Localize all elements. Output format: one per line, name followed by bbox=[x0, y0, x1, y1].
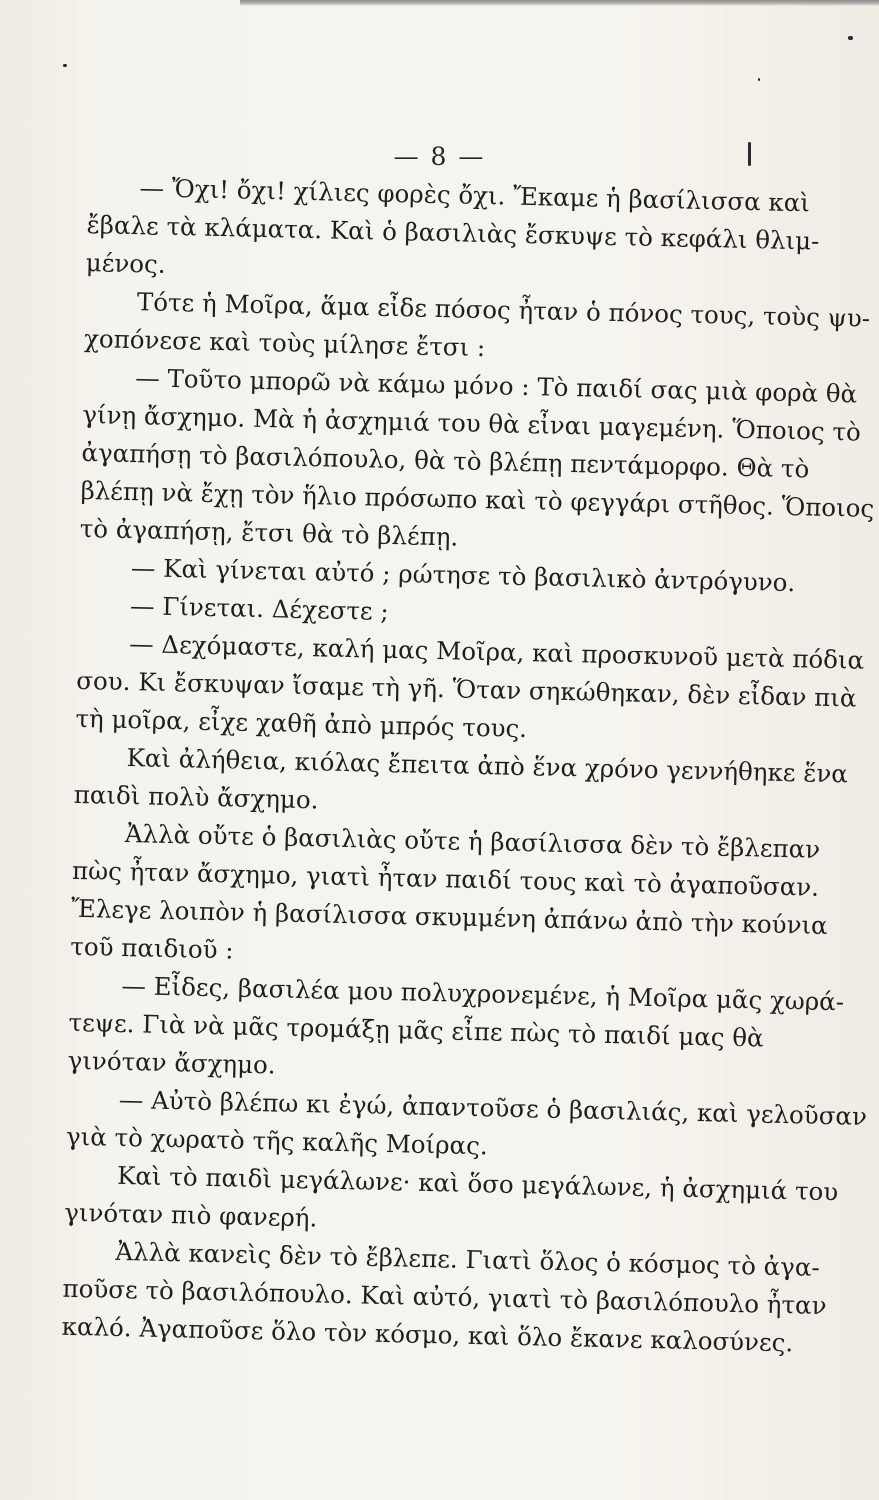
text-line: παιδὶ πολὺ ἄσχημο. bbox=[73, 779, 319, 815]
text-line: γιὰ τὸ χωρατὸ τῆς καλῆς Μοίρας. bbox=[65, 1121, 489, 1161]
paragraph bbox=[70, 814, 833, 983]
text-line: — Γίνεται. Δέχεστε ; bbox=[129, 591, 390, 626]
page-top-edge bbox=[240, 0, 879, 6]
text-line: τὴ μοῖρα, εἶχε χαθῆ ἀπὸ μπρός τους. bbox=[75, 703, 528, 744]
text-line: καλό. Ἀγαποῦσε ὅλο τὸν κόσμο, καὶ ὅλο ἔκανε καλοσύνες. bbox=[61, 1311, 794, 1358]
text-line: βλέπῃ νὰ ἔχῃ τὸν ἥλιο πρόσωπο καὶ τὸ φεγγάρι στῆθος. Ὅποιος bbox=[80, 475, 875, 523]
text-line: γινόταν ἄσχημο. bbox=[67, 1045, 276, 1080]
text-line: τοῦ παιδιοῦ : bbox=[70, 931, 234, 965]
text-line: Τότε ἡ Μοῖρα, ἅμα εἶδε πόσος ἦταν ὁ πόνος τους, τοὺς ψυ- bbox=[136, 287, 871, 333]
text-line: πὼς ἦταν ἄσχημο, γιατὶ ἦταν παιδί τους καὶ τὸ ἀγαποῦσαν. bbox=[71, 855, 820, 902]
text-line: Ἔλεγε λοιπὸν ἡ βασίλισσα σκυμμένη ἀπάνω ἀπὸ τὴν κούνια bbox=[70, 893, 829, 940]
text-line: ποῦσε τὸ βασιλόπουλο. Καὶ αὐτό, γιατὶ τὸ βασιλόπουλο ἦταν bbox=[62, 1273, 827, 1321]
ink-speck bbox=[848, 36, 853, 40]
text-line: μένος. bbox=[85, 247, 166, 279]
text-line: — Αὐτὸ βλέπω κι ἐγώ, ἀπαντοῦσε ὁ βασιλιάς, καὶ γελοῦσαν bbox=[118, 1084, 868, 1131]
text-line: σου. Κι ἔσκυψαν ἴσαμε τὴ γῆ. Ὅταν σηκώθηκαν, δὲν εἶδαν πιὰ bbox=[76, 665, 857, 713]
text-line: ἀγαπήσῃ τὸ βασιλόπουλο, θὰ τὸ βλέπῃ πεντάμορφο. Θὰ τὸ bbox=[81, 437, 810, 484]
paragraph bbox=[67, 966, 845, 1097]
text-line: τεψε. Γιὰ νὰ μᾶς τρομάξῃ μᾶς εἶπε πὼς τὸ παιδί μας θὰ bbox=[68, 1007, 764, 1053]
text-line: Ἀλλὰ κανεὶς δὲν τὸ ἔβλεπε. Γιατὶ ὅλος ὁ κόσμος τὸ ἀγα- bbox=[115, 1236, 821, 1282]
text-line: — Καὶ γίνεται αὐτό ; ρώτησε τὸ βασιλικὸ ἀντρόγυνο. bbox=[130, 553, 796, 598]
text-line: χοπόνεσε καὶ τοὺς μίλησε ἔτσι : bbox=[83, 323, 486, 363]
ink-speck bbox=[758, 78, 760, 81]
paragraph bbox=[75, 624, 865, 755]
text-line: — Δεχόμαστε, καλή μας Μοῖρα, καὶ προσκυνοῦ μετὰ πόδια bbox=[128, 629, 865, 675]
text-line: γίνῃ ἄσχημο. Μὰ ἡ ἀσχημιά του θὰ εἶναι μαγεμένη. Ὅποιος τὸ bbox=[82, 399, 862, 447]
page-number: — 8 — bbox=[393, 142, 486, 171]
text-line: Καὶ τὸ παιδὶ μεγάλωνε· καὶ ὅσο μεγάλωνε, ἡ ἀσχημιά του bbox=[116, 1160, 839, 1207]
paragraph bbox=[79, 358, 875, 565]
text-line: Ἀλλὰ οὔτε ὁ βασιλιὰς οὔτε ἡ βασίλισσα δὲν τὸ ἔβλεπαν bbox=[124, 819, 821, 864]
text-line: — Εἶδες, βασιλέα μου πολυχρονεμένε, ἡ Μοῖρα μᾶς χωρά- bbox=[121, 970, 845, 1017]
text-line: τὸ ἀγαπήσῃ, ἔτσι θὰ τὸ βλέπῃ. bbox=[79, 513, 459, 552]
text-line: ἔβαλε τὰ κλάματα. Καὶ ὁ βασιλιὰς ἔσκυψε τὸ κεφάλι θλιμ- bbox=[86, 209, 820, 256]
paragraph bbox=[85, 168, 847, 299]
paragraph bbox=[61, 1232, 827, 1363]
text-line: γινόταν πιὸ φανερή. bbox=[63, 1197, 318, 1233]
text-line: — Τοῦτο μπορῶ νὰ κάμω μόνο : Τὸ παιδί σας μιὰ φορὰ θὰ bbox=[134, 363, 858, 409]
body-text bbox=[61, 168, 875, 1363]
text-line: — Ὄχι! ὄχι! χίλιες φορὲς ὄχι. Ἔκαμε ἡ βασίλισσα καὶ bbox=[139, 173, 811, 218]
text-line: Καὶ ἀλήθεια, κιόλας ἔπειτα ἀπὸ ἕνα χρόνο γεννήθηκε ἕνα bbox=[126, 743, 849, 789]
ink-speck bbox=[63, 64, 67, 67]
